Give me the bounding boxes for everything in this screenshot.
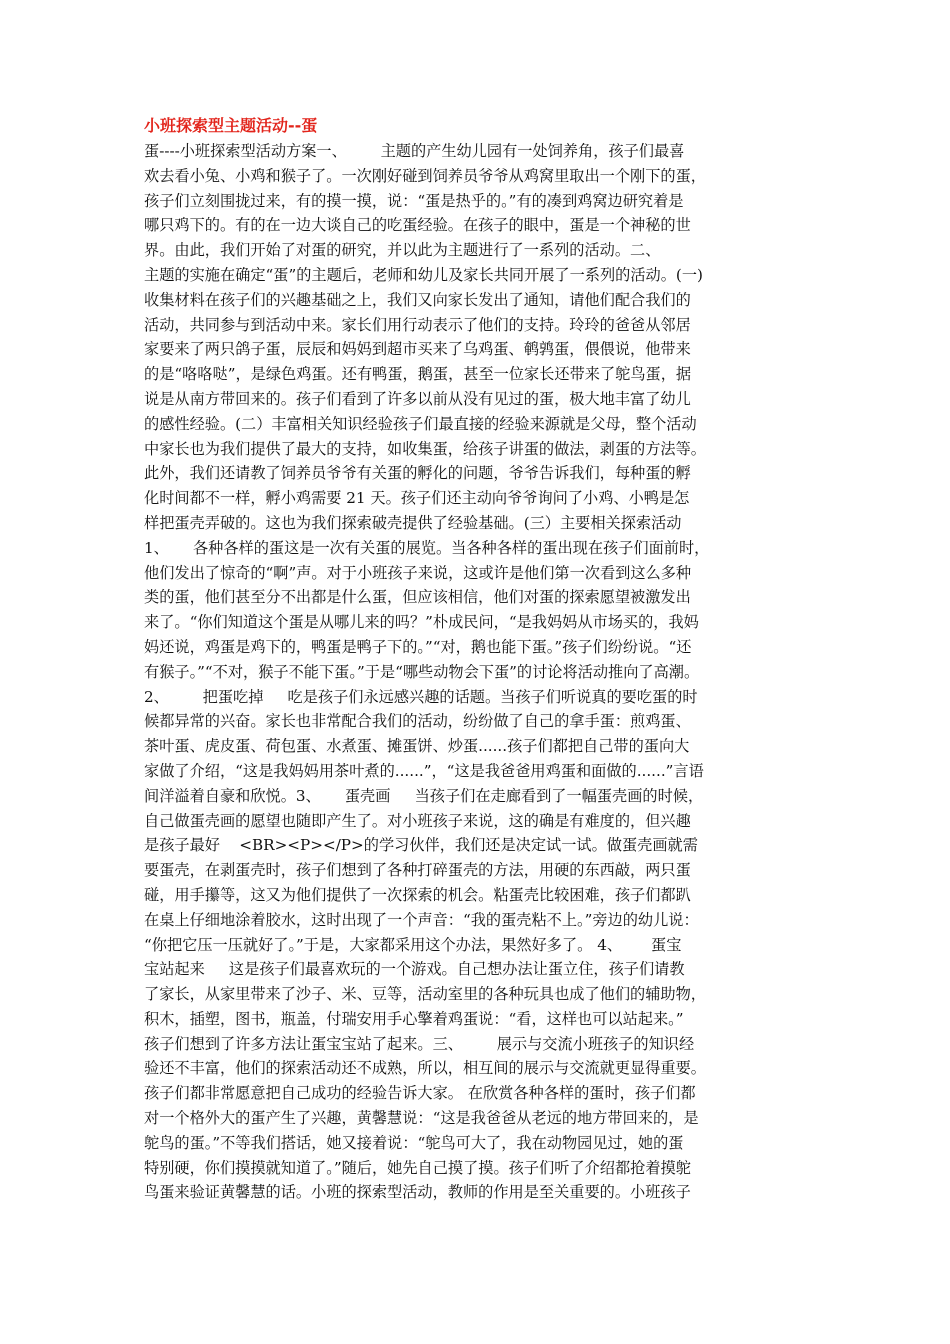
body-line: 欢去看小兔、小鸡和猴子了。一次刚好碰到饲养员爷爷从鸡窝里取出一个刚下的蛋，: [144, 166, 706, 185]
body-line: 要蛋壳，在剥蛋壳时，孩子们想到了各种打碎蛋壳的方法，用硬的东西敲，两只蛋: [144, 861, 691, 880]
document-page: [144, 113, 812, 1205]
body-line: 哪只鸡下的。有的在一边大谈自己的吃蛋经验。在孩子的眼中，蛋是一个神秘的世: [144, 216, 691, 235]
body-line: 鸟蛋来验证黄馨慧的话。小班的探索型活动，教师的作用是至关重要的。小班孩子: [144, 1183, 691, 1202]
body-line: 中家长也为我们提供了最大的支持，如收集蛋，给孩子讲蛋的做法，剥蛋的方法等。: [144, 439, 706, 458]
body-line: 验还不丰富，他们的探索活动还不成熟，所以，相互间的展示与交流就更显得重要。: [144, 1059, 706, 1078]
body-line: 类的蛋，他们甚至分不出都是什么蛋，但应该相信，他们对蛋的探索愿望被激发出: [144, 588, 691, 607]
body-line: 家做了介绍，“这是我妈妈用茶叶煮的......”，“这是我爸爸用鸡蛋和面做的......”言语: [144, 761, 704, 780]
body-line: 碰，用手攥等，这又为他们提供了一次探索的机会。粘蛋壳比较困难，孩子们都趴: [144, 885, 691, 904]
body-line: “你把它压一压就好了。”于是，大家都采用这个办法，果然好多了。 4、 蛋宝: [144, 935, 682, 954]
body-line: 此外，我们还请教了饲养员爷爷有关蛋的孵化的问题，爷爷告诉我们，每种蛋的孵: [144, 464, 691, 483]
body-line: 活动，共同参与到活动中来。家长们用行动表示了他们的支持。玲玲的爸爸从邻居: [144, 315, 691, 334]
body-line: 自己做蛋壳画的愿望也随即产生了。对小班孩子来说，这的确是有难度的，但兴趣: [144, 811, 691, 830]
body-line: 说是从南方带回来的。孩子们看到了许多以前从没有见过的蛋，极大地丰富了幼儿: [144, 389, 691, 408]
body-line: 他们发出了惊奇的“啊”声。对于小班孩子来说，这或许是他们第一次看到这么多种: [144, 563, 692, 582]
body-line: 鸵鸟的蛋。”不等我们搭话，她又接着说：“鸵鸟可大了，我在动物园见过，她的蛋: [144, 1133, 684, 1152]
body-line: 蛋----小班探索型活动方案一、 主题的产生幼儿园有一处饲养角，孩子们最喜: [144, 142, 685, 160]
body-line: 是孩子最好 <BR><P></P>的学习伙伴，我们还是决定试一试。做蛋壳画就需: [144, 836, 698, 855]
body-line: 间洋溢着自豪和欣悦。3、 蛋壳画 当孩子们在走廊看到了一幅蛋壳画的时候，: [144, 786, 704, 805]
document-body: [144, 139, 812, 1205]
body-line: 孩子们立刻围拢过来，有的摸一摸，说：“蛋是热乎的。”有的凑到鸡窝边研究着是: [144, 191, 684, 210]
body-line: 有猴子。”“不对，猴子不能下蛋。”于是“哪些动物会下蛋”的讨论将活动推向了高潮。: [144, 662, 700, 681]
body-line: 孩子们都非常愿意把自己成功的经验告诉大家。 在欣赏各种各样的蛋时，孩子们都: [144, 1084, 696, 1103]
body-line: 候都异常的兴奋。家长也非常配合我们的活动，纷纷做了自己的拿手蛋：煎鸡蛋、: [144, 712, 691, 731]
body-line: 在桌上仔细地涂着胶水，这时出现了一个声音：“我的蛋壳粘不上。”旁边的幼儿说：: [144, 910, 699, 929]
body-line: 2、 把蛋吃掉 吃是孩子们永远感兴趣的话题。当孩子们听说真的要吃蛋的时: [144, 687, 698, 706]
body-line: 家要来了两只鸽子蛋，辰辰和妈妈到超市买来了乌鸡蛋、鹌鹑蛋，偎偎说，他带来: [144, 340, 691, 359]
body-line: 的感性经验。(二）丰富相关知识经验孩子们最直接的经验来源就是父母，整个活动: [144, 414, 697, 433]
body-line: 宝站起来 这是孩子们最喜欢玩的一个游戏。自己想办法让蛋立住，孩子们请教: [144, 960, 685, 979]
body-line: 的是“咯咯哒”，是绿色鸡蛋。还有鸭蛋，鹅蛋，甚至一位家长还带来了鸵鸟蛋，据: [144, 365, 692, 384]
document-title: 小班探索型主题活动--蛋: [144, 116, 318, 135]
body-line: 来了。“你们知道这个蛋是从哪儿来的吗？”朴成民问，“是我妈妈从市场买的，我妈: [144, 613, 699, 632]
body-line: 1、 各种各样的蛋这是一次有关蛋的展览。当各种各样的蛋出现在孩子们面前时，: [144, 538, 710, 557]
body-line: 收集材料在孩子们的兴趣基础之上，我们又向家长发出了通知，请他们配合我们的: [144, 290, 691, 309]
body-line: 对一个格外大的蛋产生了兴趣，黄馨慧说：“这是我爸爸从老远的地方带回来的，是: [144, 1109, 699, 1128]
body-line: 化时间都不一样，孵小鸡需要 21 天。孩子们还主动向爷爷询问了小鸡、小鸭是怎: [144, 489, 690, 508]
body-line: 界。由此，我们开始了对蛋的研究，并以此为主题进行了一系列的活动。二、: [144, 241, 661, 260]
body-line: 茶叶蛋、虎皮蛋、荷包蛋、水煮蛋、摊蛋饼、炒蛋......孩子们都把自己带的蛋向大: [144, 737, 690, 756]
body-line: 主题的实施在确定“蛋”的主题后，老师和幼儿及家长共同开展了一系列的活动。(一): [144, 265, 703, 284]
body-line: 特别硬，你们摸摸就知道了。”随后，她先自己摸了摸。孩子们听了介绍都抢着摸鸵: [144, 1158, 691, 1177]
body-line: 积木，插塑，图书，瓶盖，付瑞安用手心擎着鸡蛋说：“看，这样也可以站起来。”: [144, 1009, 684, 1028]
body-line: 了家长，从家里带来了沙子、米、豆等，活动室里的各种玩具也成了他们的辅助物，: [144, 985, 706, 1004]
body-line: 样把蛋壳弄破的。这也为我们探索破壳提供了经验基础。(三）主要相关探索活动: [144, 513, 682, 532]
body-line: 妈还说，鸡蛋是鸡下的，鸭蛋是鸭子下的。”“对，鹅也能下蛋。”孩子们纷纷说。“还: [144, 637, 692, 656]
body-line: 孩子们想到了许多方法让蛋宝宝站了起来。三、 展示与交流小班孩子的知识经: [144, 1034, 695, 1053]
